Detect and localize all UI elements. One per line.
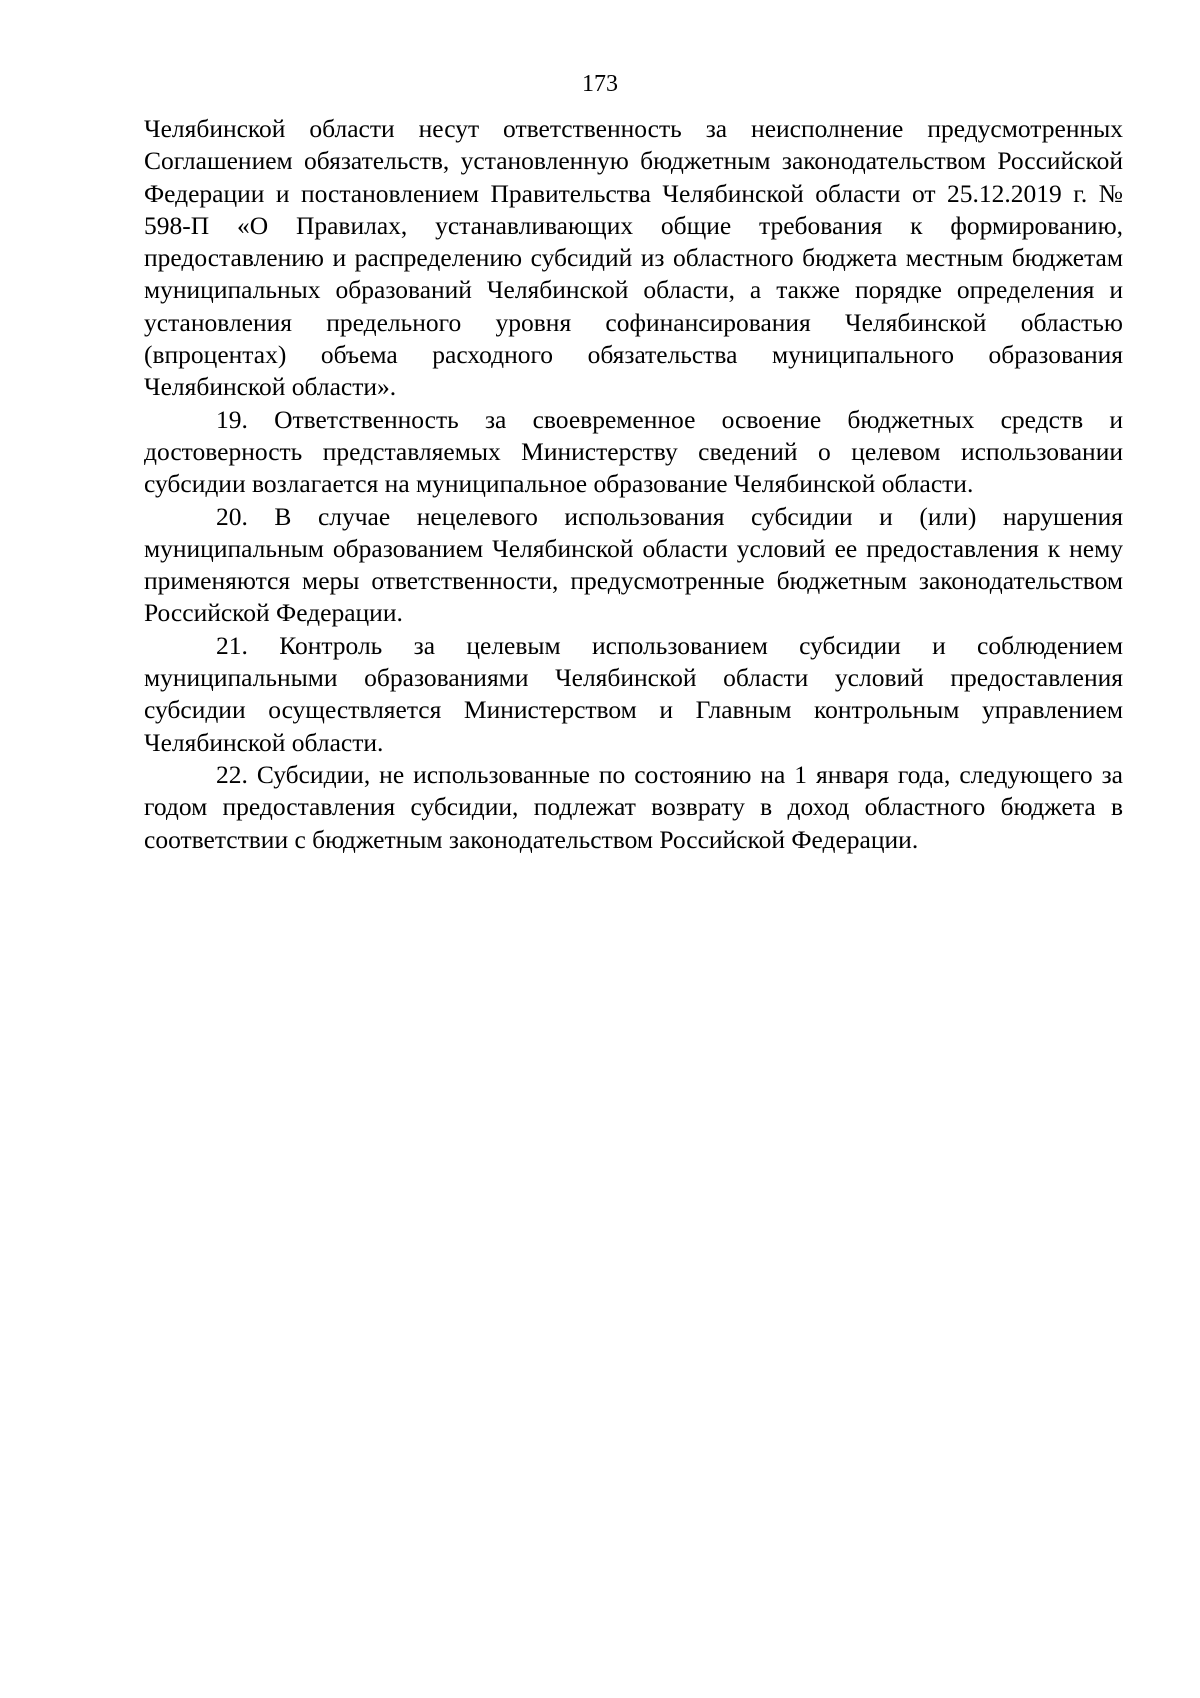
paragraph-continuation: Челябинской области несут ответственность за неисполнение предусмотренных Соглашением обязательств, установленную бюджетным законодательством Российской Федерации и постановлением Правительства Челябинской области от 25.12.2019 г. № 598-П «О Правилах, устанавливающих общие требования к формированию, предоставлению и распределению субсидий из областного бюджета местным бюджетам муниципальных образований Челябинской области, а также порядке определения и установления предельного уровня софинансирования Челябинской областью (впроцентах) объема расходного обязательства муниципального образования Челябинской области». [144,114,1123,402]
paragraph-19: 19. Ответственность за своевременное освоение бюджетных средств и достоверность представляемых Министерству сведений о целевом использовании субсидии возлагается на муниципальное образование Челябинской области. [144,404,1123,499]
page-number: 173 [582,71,618,97]
paragraph-20: 20. В случае нецелевого использования субсидии и (или) нарушения муниципальным образованием Челябинской области условий ее предоставления к нему применяются меры ответственности, предусмотренные бюджетным законодательством Российской Федерации. [144,501,1123,628]
paragraph-21: 21. Контроль за целевым использованием субсидии и соблюдением муниципальными образованиями Челябинской области условий предоставления субсидии осуществляется Министерством и Главным контрольным управлением Челябинской области. [144,630,1123,757]
paragraph-22: 22. Субсидии, не использованные по состоянию на 1 января года, следующего за годом предоставления субсидии, подлежат возврату в доход областного бюджета в соответствии с бюджетным законодательством Российской Федерации. [144,759,1123,854]
document-body [144,113,1123,856]
